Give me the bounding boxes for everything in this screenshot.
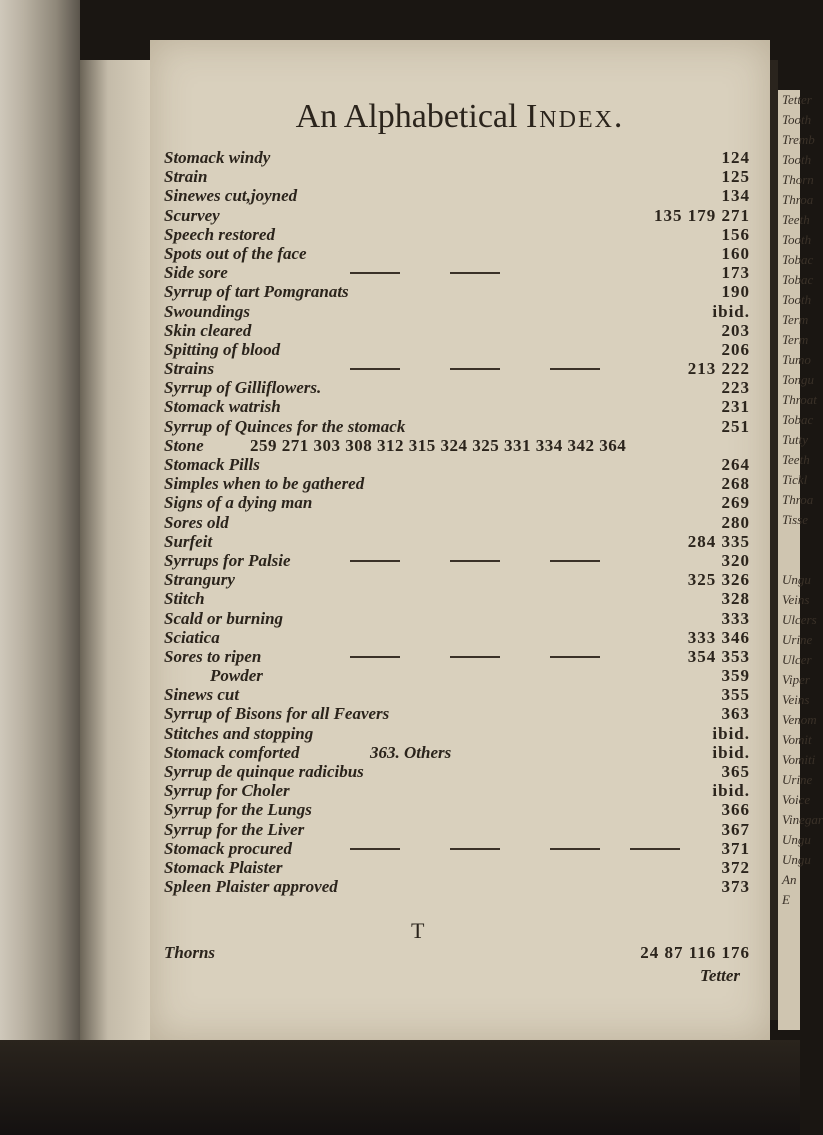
index-entry (150, 570, 770, 589)
facing-page-word: Viper (782, 672, 810, 687)
index-entry (150, 397, 770, 416)
index-entry (150, 877, 770, 896)
page-divider (770, 60, 778, 1020)
leader-dash (450, 560, 500, 562)
catchword: Tetter (700, 966, 740, 985)
entry-term: Surfeit (164, 531, 213, 551)
leader-dash (350, 848, 400, 850)
facing-page-word: Tremb (782, 132, 815, 147)
entry-term: Skin cleared (164, 320, 252, 340)
section-letter: T (411, 918, 425, 943)
entry-pages: 156 (721, 224, 750, 244)
entry-term: Syrrup de quinque radicibus (164, 762, 364, 781)
entry-pages: ibid. (712, 301, 750, 321)
facing-page-word: E (782, 892, 790, 907)
entry-term: Sinews cut (164, 685, 240, 705)
entry-term: Syrrup for the Liver (164, 819, 305, 839)
facing-page-word: Term (782, 312, 809, 327)
entry-pages: 280 (721, 512, 750, 532)
facing-page-word: Tooth (782, 232, 812, 247)
index-entry (150, 628, 770, 647)
entry-term: Syrrup of Gilliflowers. (164, 378, 322, 398)
index-page (150, 40, 770, 1040)
index-entry (150, 186, 770, 205)
facing-page-word: Teeth (782, 212, 810, 227)
entry-pages: 125 (721, 167, 750, 187)
leader-dash (450, 848, 500, 850)
entry-pages: 251 (721, 416, 750, 436)
index-entry (150, 417, 770, 436)
entry-pages: 124 (721, 148, 750, 167)
index-entry (150, 148, 770, 167)
entry-term: Sores old (164, 512, 229, 532)
index-entry (150, 551, 770, 570)
entry-pages: 333 (721, 608, 750, 628)
entry-term: Stomack Pills (164, 455, 260, 474)
facing-page-word: Throat (782, 392, 817, 407)
entry-term: Strains (164, 359, 215, 379)
entry-term: Swoundings (164, 301, 250, 321)
entry-term: Stomack comforted (164, 742, 300, 762)
leader-dash (350, 272, 400, 274)
entry-term: Powder (210, 666, 263, 686)
entry-pages: 320 (721, 550, 750, 570)
facing-page-word: Tobac (782, 412, 814, 427)
entry-pages: 268 (721, 474, 750, 494)
facing-page-word: Tooth (782, 152, 812, 167)
facing-page-word: Throa (782, 192, 814, 207)
index-entry (150, 781, 770, 800)
facing-page-word: An (782, 872, 797, 887)
index-entry (150, 647, 770, 666)
index-entry (150, 724, 770, 743)
entry-term: Side sore (164, 263, 228, 283)
entry-term: Stomack watrish (164, 397, 281, 417)
facing-page-word: Teeth (782, 452, 810, 467)
entry-pages: 134 (721, 186, 750, 206)
entry-term: Scald or burning (164, 608, 284, 628)
entry-term: Signs of a dying man (164, 493, 313, 513)
index-entry (150, 436, 770, 455)
facing-page-word: Voice (782, 792, 811, 807)
entry-term: Syrrup of Quinces for the stomack (164, 416, 406, 436)
entry-pages: 231 (721, 397, 750, 417)
entry-pages: ibid. (712, 723, 750, 743)
index-entry (150, 532, 770, 551)
entry-pages: 173 (721, 263, 750, 283)
leader-dash (550, 560, 600, 562)
facing-page-edge (778, 90, 823, 1030)
index-entry (150, 800, 770, 819)
index-entry (150, 820, 770, 839)
book-binding (0, 0, 80, 1135)
facing-page-word: Tumo (782, 352, 811, 367)
entry-pages: 223 (721, 378, 750, 398)
index-entry (150, 609, 770, 628)
entry-term: Thorns (164, 943, 216, 962)
leader-dash (450, 656, 500, 658)
facing-page-word: Tetter (782, 92, 812, 107)
facing-page-word: Ungu (782, 852, 811, 867)
facing-page-word: Vomiti (782, 752, 816, 767)
entry-term: Sciatica (164, 627, 220, 647)
facing-page-word: Thorn (782, 172, 814, 187)
entry-pages: 213 222 (687, 359, 750, 379)
index-entry (150, 378, 770, 397)
leader-dash (450, 368, 500, 370)
entry-term: Stomack windy (164, 148, 271, 167)
entry-pages: 160 (721, 243, 750, 263)
index-entry-thorns (164, 943, 760, 963)
entry-term: Syrrup of Bisons for all Feavers (164, 704, 390, 724)
facing-page-word: Urine (782, 632, 813, 647)
index-entry (150, 704, 770, 723)
facing-page-word: Ungu (782, 832, 811, 847)
index-entry (150, 685, 770, 704)
index-entry (150, 858, 770, 877)
leader-dash (550, 368, 600, 370)
index-entry (150, 589, 770, 608)
entry-term: Stone (164, 435, 204, 455)
entry-pages: 363 (721, 704, 750, 724)
bottom-shadow (0, 1040, 800, 1135)
entry-pages: 206 (721, 339, 750, 359)
entry-term: Syrrup for the Lungs (164, 800, 312, 820)
index-entry (150, 340, 770, 359)
facing-page-word: Tickl (782, 472, 808, 487)
leader-dash (350, 368, 400, 370)
index-entry (150, 302, 770, 321)
entry-pages: 325 326 (687, 570, 750, 590)
entry-pages: 371 (721, 838, 750, 858)
index-entry (150, 206, 770, 225)
index-entry (150, 263, 770, 282)
page-gutter (80, 60, 150, 1040)
entry-term: Syrrups for Palsie (164, 550, 291, 570)
index-entry (150, 167, 770, 186)
leader-dash (630, 848, 680, 850)
facing-page-word: Tongu (782, 372, 815, 387)
entry-term: Strain (164, 167, 208, 187)
index-entry (150, 282, 770, 301)
index-entry (150, 513, 770, 532)
leader-dash (550, 848, 600, 850)
entry-term: Syrrup of tart Pomgranats (164, 282, 349, 302)
entry-pages: 373 (721, 877, 750, 897)
index-entry (150, 666, 770, 685)
leader-dash (350, 560, 400, 562)
entry-term: Speech restored (164, 224, 275, 244)
entry-pages: 328 (721, 589, 750, 609)
facing-page-word: Tutty (782, 432, 809, 447)
index-entry (150, 762, 770, 781)
index-entries (150, 148, 770, 896)
leader-dash (350, 656, 400, 658)
entry-pages: 264 (721, 455, 750, 474)
header-index-word: Index. (525, 98, 625, 135)
entry-pages: 190 (721, 282, 750, 302)
entry-pages: 135 179 271 (654, 205, 750, 225)
leader-dash (550, 656, 600, 658)
entry-pages: 367 (721, 819, 750, 839)
page-header (150, 98, 770, 136)
facing-page-word: Ulcer (782, 652, 812, 667)
entry-note: 363. Others (370, 742, 452, 762)
index-entry (150, 321, 770, 340)
entry-term: Sinewes cut,joyned (164, 186, 298, 206)
entry-pages: 259 271 303 308 312 315 324 325 331 334 342 364 (250, 435, 627, 455)
leader-dash (450, 272, 500, 274)
index-entry (150, 839, 770, 858)
entry-pages: 355 (721, 685, 750, 705)
entry-term: Stitches and stopping (164, 723, 314, 743)
entry-term: Strangury (164, 570, 235, 590)
entry-pages: 372 (721, 857, 750, 877)
facing-page-word: Vinegar (782, 812, 823, 827)
facing-page-word: Tooth (782, 292, 812, 307)
entry-term: Sores to ripen (164, 646, 262, 666)
entry-term: Scurvey (164, 205, 220, 225)
entry-pages: 203 (721, 320, 750, 340)
facing-page-word: Throa (782, 492, 814, 507)
facing-page-word: Vomit (782, 732, 812, 747)
entry-pages: 333 346 (687, 627, 750, 647)
entry-term: Stitch (164, 589, 205, 609)
index-entry (150, 474, 770, 493)
entry-term: Syrrup for Choler (164, 781, 290, 801)
entry-pages: 284 335 (687, 531, 750, 551)
facing-page-word: Tooth (782, 112, 812, 127)
index-entry (150, 359, 770, 378)
entry-pages: 24 87 116 176 (640, 943, 750, 962)
facing-page-word (778, 532, 800, 550)
index-entry (150, 455, 770, 474)
entry-pages: ibid. (712, 742, 750, 762)
entry-term: Stomack Plaister (164, 857, 283, 877)
facing-page-word: Urine (782, 772, 813, 787)
entry-term: Stomack procured (164, 838, 292, 858)
entry-pages: 366 (721, 800, 750, 820)
entry-pages: 269 (721, 493, 750, 513)
entry-pages: 359 (721, 666, 750, 686)
facing-page-word (778, 552, 800, 570)
entry-term: Spots out of the face (164, 243, 307, 263)
index-entry (150, 493, 770, 512)
entry-pages: 354 353 (687, 646, 750, 666)
index-entry (150, 743, 770, 762)
entry-pages: 365 (721, 762, 750, 781)
facing-page-word: Tisse (782, 512, 809, 527)
facing-page-word: Ungu (782, 572, 811, 587)
entry-pages: ibid. (712, 781, 750, 801)
header-prefix: An Alphabetical (295, 98, 518, 135)
facing-page-word: Tobac (782, 252, 814, 267)
facing-page-word: Veins (782, 692, 810, 707)
facing-page-word: Tobac (782, 272, 814, 287)
entry-term: Simples when to be gathered (164, 474, 365, 494)
index-entry (150, 244, 770, 263)
facing-page-word: Veins (782, 592, 810, 607)
facing-page-word: Term (782, 332, 809, 347)
index-entry (150, 225, 770, 244)
facing-page-word: Ulcers (782, 612, 817, 627)
entry-term: Spitting of blood (164, 339, 281, 359)
entry-term: Spleen Plaister approved (164, 877, 338, 897)
facing-page-word: Venom (782, 712, 817, 727)
